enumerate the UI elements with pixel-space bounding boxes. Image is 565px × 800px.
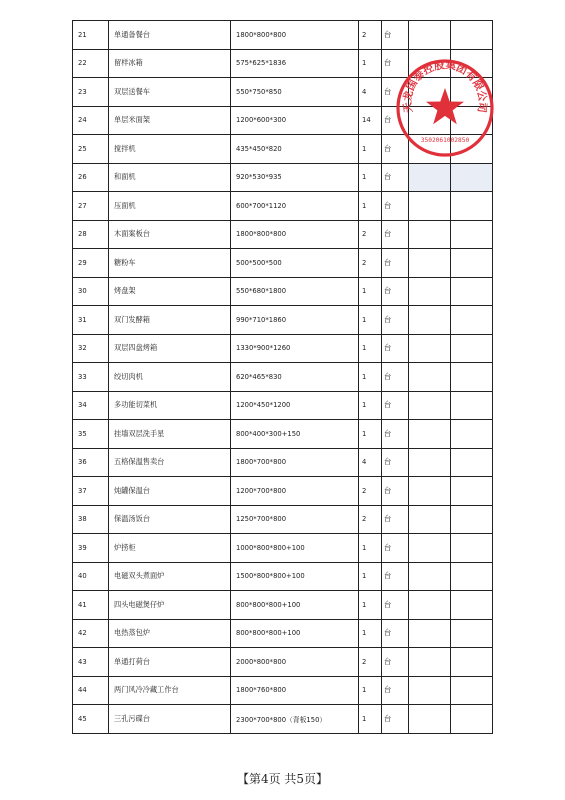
unit-price-cell	[409, 619, 451, 648]
item-spec-cell: 1200*700*800	[231, 477, 359, 506]
item-name-cell: 电热蒸包炉	[109, 619, 231, 648]
item-spec-cell: 1800*700*800	[231, 448, 359, 477]
item-number-cell: 43	[73, 648, 109, 677]
unit-price-cell	[409, 705, 451, 734]
item-quantity-cell: 1	[359, 363, 382, 392]
item-number-cell: 38	[73, 505, 109, 534]
item-spec-cell: 620*465*830	[231, 363, 359, 392]
unit-price-cell	[409, 648, 451, 677]
item-number-cell: 24	[73, 106, 109, 135]
item-name-cell: 四头电磁煲仔炉	[109, 591, 231, 620]
total-price-cell	[451, 505, 493, 534]
item-unit-cell: 台	[382, 420, 409, 449]
item-number-cell: 33	[73, 363, 109, 392]
item-name-cell: 双层四盘烤箱	[109, 334, 231, 363]
total-price-cell	[451, 363, 493, 392]
item-unit-cell: 台	[382, 448, 409, 477]
item-spec-cell: 800*400*300+150	[231, 420, 359, 449]
seal-star-icon	[426, 88, 464, 124]
item-spec-cell: 1330*900*1260	[231, 334, 359, 363]
item-spec-cell: 575*625*1836	[231, 49, 359, 78]
item-quantity-cell: 1	[359, 135, 382, 164]
item-unit-cell: 台	[382, 477, 409, 506]
item-quantity-cell: 1	[359, 334, 382, 363]
item-quantity-cell: 1	[359, 705, 382, 734]
item-unit-cell: 台	[382, 135, 409, 164]
item-number-cell: 36	[73, 448, 109, 477]
item-number-cell: 26	[73, 163, 109, 192]
item-unit-cell: 台	[382, 391, 409, 420]
item-spec-cell: 500*500*500	[231, 249, 359, 278]
item-unit-cell: 台	[382, 21, 409, 50]
item-number-cell: 31	[73, 306, 109, 335]
item-name-cell: 搅拌机	[109, 135, 231, 164]
total-price-cell	[451, 676, 493, 705]
unit-price-cell	[409, 534, 451, 563]
item-name-cell: 压面机	[109, 192, 231, 221]
item-name-cell: 单通备餐台	[109, 21, 231, 50]
item-quantity-cell: 2	[359, 220, 382, 249]
item-quantity-cell: 1	[359, 306, 382, 335]
unit-price-cell	[409, 562, 451, 591]
item-number-cell: 28	[73, 220, 109, 249]
item-spec-cell: 550*680*1800	[231, 277, 359, 306]
item-number-cell: 42	[73, 619, 109, 648]
item-name-cell: 糖粉车	[109, 249, 231, 278]
table-row	[73, 363, 493, 392]
unit-price-cell	[409, 591, 451, 620]
unit-price-cell	[409, 676, 451, 705]
table-row	[73, 676, 493, 705]
unit-price-cell	[409, 334, 451, 363]
total-price-cell	[451, 591, 493, 620]
item-number-cell: 37	[73, 477, 109, 506]
item-spec-cell: 800*800*800+100	[231, 619, 359, 648]
table-row	[73, 534, 493, 563]
item-unit-cell: 台	[382, 192, 409, 221]
item-spec-cell: 800*800*800+100	[231, 591, 359, 620]
unit-price-cell	[409, 477, 451, 506]
item-name-cell: 和面机	[109, 163, 231, 192]
item-spec-cell: 990*710*1860	[231, 306, 359, 335]
item-quantity-cell: 4	[359, 448, 382, 477]
company-seal	[395, 58, 495, 158]
item-quantity-cell: 1	[359, 49, 382, 78]
item-spec-cell: 1800*760*800	[231, 676, 359, 705]
item-unit-cell: 台	[382, 534, 409, 563]
table-row	[73, 477, 493, 506]
item-quantity-cell: 1	[359, 391, 382, 420]
item-name-cell: 炖罐保温台	[109, 477, 231, 506]
item-unit-cell: 台	[382, 334, 409, 363]
item-unit-cell: 台	[382, 562, 409, 591]
total-price-cell	[451, 562, 493, 591]
total-price-cell	[451, 249, 493, 278]
item-number-cell: 29	[73, 249, 109, 278]
item-spec-cell: 1000*800*800+100	[231, 534, 359, 563]
table-row	[73, 334, 493, 363]
item-quantity-cell: 2	[359, 249, 382, 278]
unit-price-cell	[409, 21, 451, 50]
total-price-cell	[451, 192, 493, 221]
item-spec-cell: 600*700*1120	[231, 192, 359, 221]
unit-price-cell	[409, 306, 451, 335]
unit-price-cell	[409, 505, 451, 534]
item-quantity-cell: 1	[359, 591, 382, 620]
item-quantity-cell: 1	[359, 562, 382, 591]
item-spec-cell: 435*450*820	[231, 135, 359, 164]
item-quantity-cell: 2	[359, 477, 382, 506]
table-row	[73, 220, 493, 249]
item-quantity-cell: 2	[359, 648, 382, 677]
table-row	[73, 562, 493, 591]
item-quantity-cell: 1	[359, 676, 382, 705]
total-price-cell	[451, 534, 493, 563]
item-unit-cell: 台	[382, 306, 409, 335]
item-spec-cell: 1800*800*800	[231, 21, 359, 50]
item-number-cell: 39	[73, 534, 109, 563]
item-spec-cell: 1250*700*800	[231, 505, 359, 534]
item-name-cell: 双门发酵箱	[109, 306, 231, 335]
item-unit-cell: 台	[382, 49, 409, 78]
total-price-cell	[451, 448, 493, 477]
total-price-cell	[451, 420, 493, 449]
item-name-cell: 三孔污碟台	[109, 705, 231, 734]
total-price-cell	[451, 277, 493, 306]
item-spec-cell: 1500*800*800+100	[231, 562, 359, 591]
table-row	[73, 306, 493, 335]
table-row	[73, 192, 493, 221]
item-unit-cell: 台	[382, 705, 409, 734]
table-row	[73, 163, 493, 192]
item-unit-cell: 台	[382, 505, 409, 534]
item-unit-cell: 台	[382, 163, 409, 192]
item-unit-cell: 台	[382, 106, 409, 135]
total-price-cell	[451, 21, 493, 50]
seal-code: 3502061002850	[420, 137, 470, 144]
total-price-cell	[451, 306, 493, 335]
item-unit-cell: 台	[382, 363, 409, 392]
item-name-cell: 两门风冷冷藏工作台	[109, 676, 231, 705]
item-quantity-cell: 4	[359, 78, 382, 107]
item-spec-cell: 1800*800*800	[231, 220, 359, 249]
table-row	[73, 391, 493, 420]
table-row	[73, 705, 493, 734]
item-name-cell: 双层送餐车	[109, 78, 231, 107]
table-row	[73, 619, 493, 648]
seal-company-name: 天龙国泰控股集团有限公司	[401, 59, 489, 114]
total-price-cell	[451, 619, 493, 648]
item-number-cell: 23	[73, 78, 109, 107]
item-quantity-cell: 14	[359, 106, 382, 135]
page-footer: 【第4页 共5页】	[236, 772, 329, 786]
unit-price-cell	[409, 363, 451, 392]
item-number-cell: 35	[73, 420, 109, 449]
item-unit-cell: 台	[382, 648, 409, 677]
item-unit-cell: 台	[382, 277, 409, 306]
total-price-cell	[451, 391, 493, 420]
item-unit-cell: 台	[382, 676, 409, 705]
item-name-cell: 挂墙双层洗手星	[109, 420, 231, 449]
unit-price-cell	[409, 192, 451, 221]
item-unit-cell: 台	[382, 249, 409, 278]
table-row	[73, 21, 493, 50]
item-name-cell: 单通打荷台	[109, 648, 231, 677]
unit-price-cell	[409, 391, 451, 420]
item-quantity-cell: 1	[359, 277, 382, 306]
unit-price-cell	[409, 420, 451, 449]
unit-price-cell	[409, 220, 451, 249]
item-name-cell: 绞切肉机	[109, 363, 231, 392]
item-quantity-cell: 2	[359, 21, 382, 50]
item-unit-cell: 台	[382, 619, 409, 648]
total-price-cell	[451, 220, 493, 249]
table-row	[73, 648, 493, 677]
item-spec-cell: 1200*450*1200	[231, 391, 359, 420]
item-quantity-cell: 1	[359, 619, 382, 648]
item-quantity-cell: 1	[359, 534, 382, 563]
item-spec-cell: 2300*700*800（背板150）	[231, 705, 359, 734]
item-number-cell: 34	[73, 391, 109, 420]
item-quantity-cell: 1	[359, 163, 382, 192]
item-number-cell: 41	[73, 591, 109, 620]
item-name-cell: 留样冰箱	[109, 49, 231, 78]
item-number-cell: 21	[73, 21, 109, 50]
item-name-cell: 五格保温售卖台	[109, 448, 231, 477]
item-quantity-cell: 2	[359, 505, 382, 534]
item-spec-cell: 920*530*935	[231, 163, 359, 192]
item-spec-cell: 550*750*850	[231, 78, 359, 107]
unit-price-cell	[409, 249, 451, 278]
table-row	[73, 505, 493, 534]
item-number-cell: 44	[73, 676, 109, 705]
item-unit-cell: 台	[382, 591, 409, 620]
total-price-cell	[451, 477, 493, 506]
item-number-cell: 30	[73, 277, 109, 306]
table-row	[73, 591, 493, 620]
item-number-cell: 40	[73, 562, 109, 591]
total-price-cell	[451, 648, 493, 677]
table-row	[73, 420, 493, 449]
item-name-cell: 多功能切菜机	[109, 391, 231, 420]
item-number-cell: 32	[73, 334, 109, 363]
unit-price-cell	[409, 277, 451, 306]
unit-price-cell	[409, 448, 451, 477]
unit-price-cell	[409, 163, 451, 192]
item-name-cell: 单层米面架	[109, 106, 231, 135]
total-price-cell	[451, 334, 493, 363]
item-name-cell: 保温汤饭台	[109, 505, 231, 534]
item-number-cell: 27	[73, 192, 109, 221]
table-row	[73, 277, 493, 306]
item-unit-cell: 台	[382, 78, 409, 107]
table-row	[73, 448, 493, 477]
item-number-cell: 45	[73, 705, 109, 734]
item-number-cell: 25	[73, 135, 109, 164]
item-name-cell: 烤盘架	[109, 277, 231, 306]
item-unit-cell: 台	[382, 220, 409, 249]
item-spec-cell: 2000*800*800	[231, 648, 359, 677]
item-quantity-cell: 1	[359, 420, 382, 449]
item-spec-cell: 1200*600*300	[231, 106, 359, 135]
item-quantity-cell: 1	[359, 192, 382, 221]
total-price-cell	[451, 705, 493, 734]
total-price-cell	[451, 163, 493, 192]
item-name-cell: 木面案板台	[109, 220, 231, 249]
item-number-cell: 22	[73, 49, 109, 78]
item-name-cell: 电磁双头煮面炉	[109, 562, 231, 591]
item-name-cell: 炉捞柜	[109, 534, 231, 563]
table-row	[73, 249, 493, 278]
